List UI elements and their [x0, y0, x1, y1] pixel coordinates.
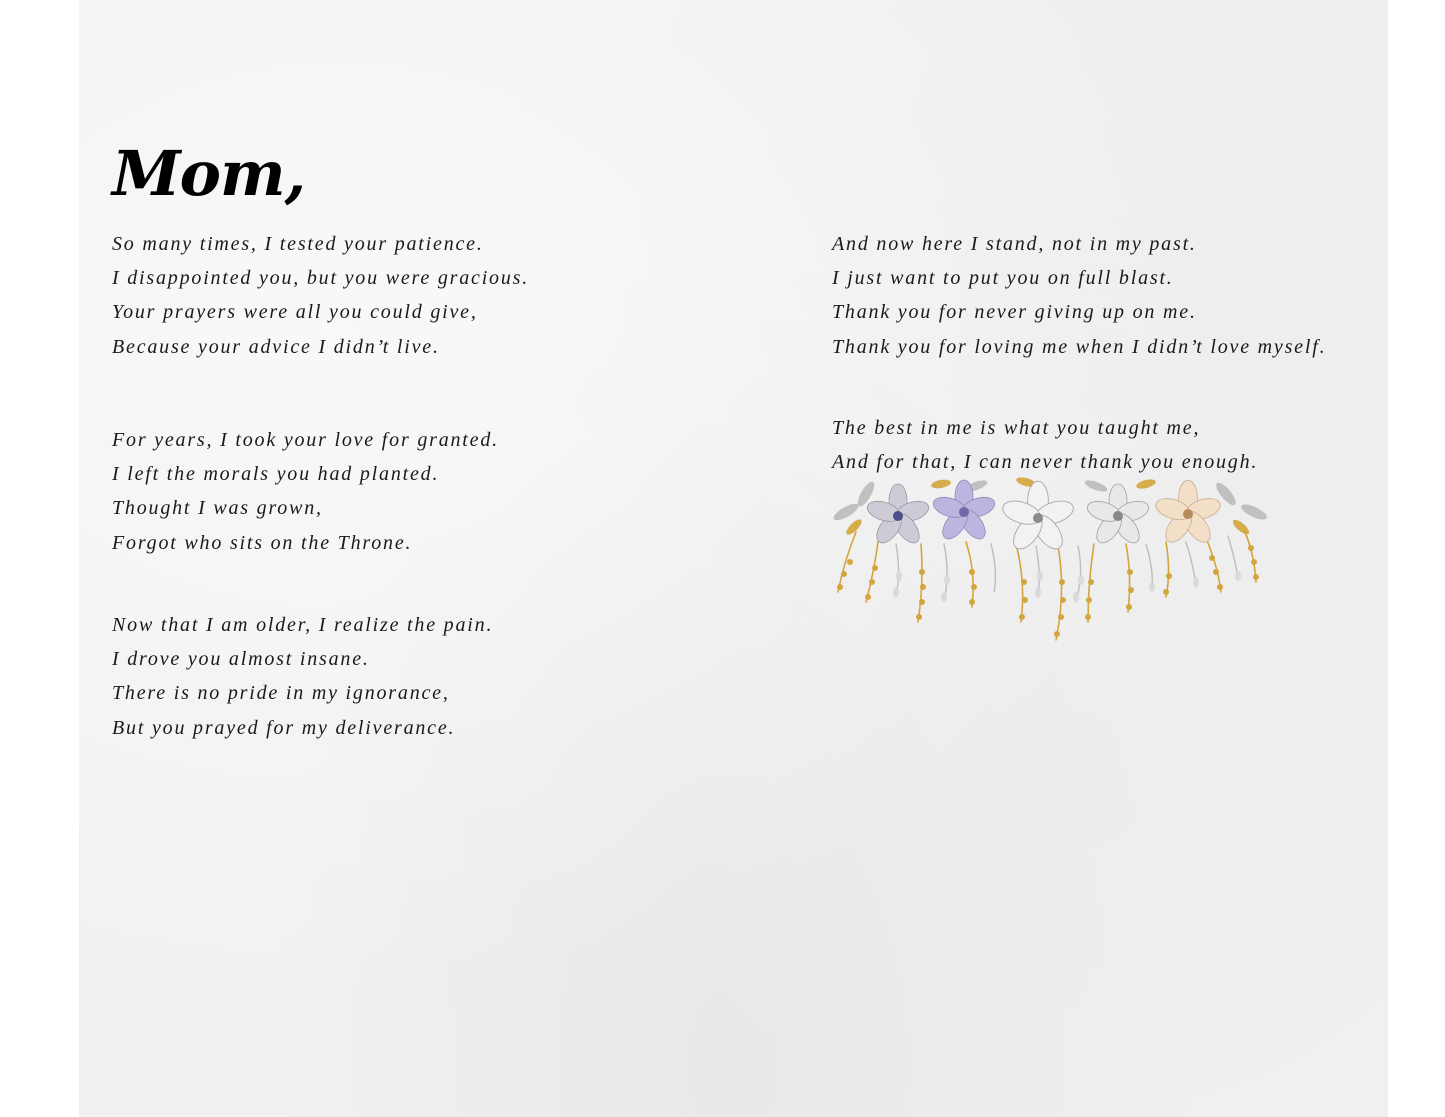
- stanza-1: [112, 227, 529, 364]
- poem-line: But you prayed for my deliverance.: [112, 716, 456, 739]
- poem-line: And now here I stand, not in my past.: [832, 233, 1197, 255]
- poem-line: Thought I was grown,: [112, 497, 323, 520]
- poem-line: I drove you almost insane.: [112, 648, 370, 671]
- stanza-3: [112, 608, 493, 745]
- stanza-4: [832, 227, 1326, 364]
- poem-line: Your prayers were all you could give,: [112, 301, 478, 324]
- stanza-5: [832, 411, 1258, 479]
- poem-line: Because your advice I didn’t live.: [112, 335, 440, 358]
- floral-garland-icon: [826, 472, 1272, 650]
- poem-line: So many times, I tested your patience.: [112, 233, 484, 255]
- poem-line: There is no pride in my ignorance,: [112, 682, 450, 705]
- poem-line: Thank you for loving me when I didn’t love myself.: [832, 335, 1327, 358]
- poem-line: I left the morals you had planted.: [112, 463, 440, 486]
- poem-line: I disappointed you, but you were gracious.: [112, 267, 530, 290]
- poem-line: The best in me is what you taught me,: [832, 417, 1201, 439]
- stanza-2: [112, 423, 499, 560]
- poem-line: And for that, I can never thank you enough.: [832, 451, 1259, 474]
- poem-line: Forgot who sits on the Throne.: [112, 531, 413, 554]
- poem-line: I just want to put you on full blast.: [832, 267, 1174, 290]
- poem-title: Mom,: [112, 137, 306, 210]
- poem-line: For years, I took your love for granted.: [112, 429, 499, 451]
- poem-line: Thank you for never giving up on me.: [832, 301, 1197, 324]
- poem-line: Now that I am older, I realize the pain.: [112, 614, 494, 636]
